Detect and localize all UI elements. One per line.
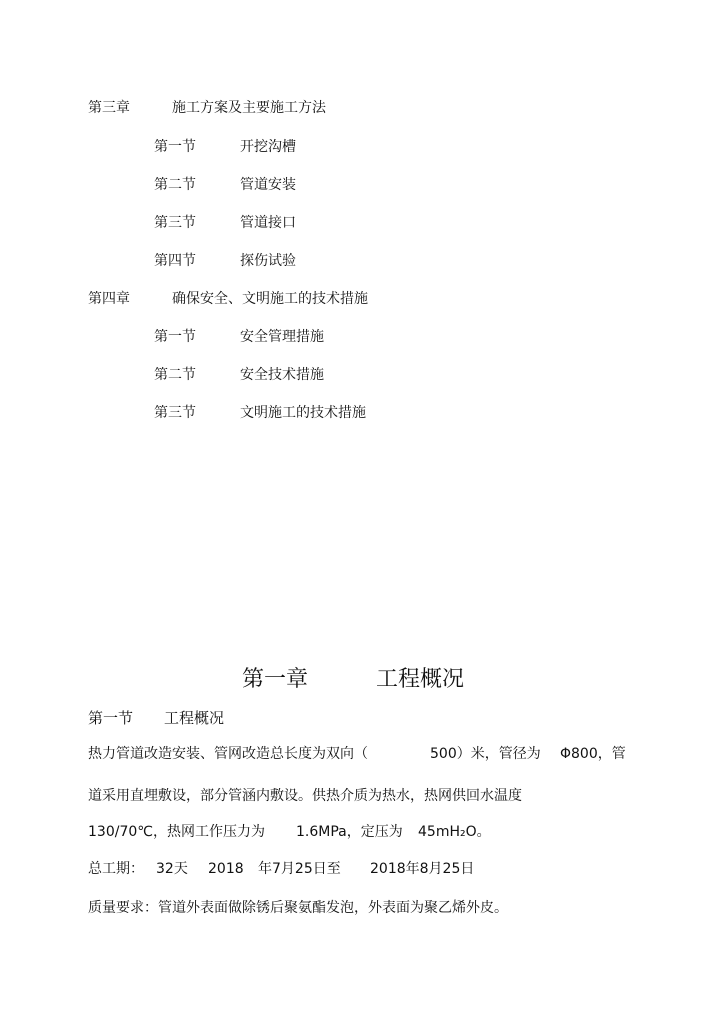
toc-section-number: 第一节 xyxy=(154,139,196,155)
section-number: 第一节 xyxy=(88,709,134,727)
body-line-3 xyxy=(88,822,648,842)
toc-section-3-4 xyxy=(154,252,414,270)
toc-section-3-1 xyxy=(154,138,414,156)
body-text: 总工期： xyxy=(88,861,144,877)
chapter-title: 工程概况 xyxy=(376,667,465,692)
body-line-4 xyxy=(88,859,648,879)
toc-chapter-number: 第四章 xyxy=(88,291,130,307)
body-text: 1.6MPa，定压为 xyxy=(296,824,403,840)
toc-section-number: 第三节 xyxy=(154,405,196,421)
toc-section-title: 安全技术措施 xyxy=(240,367,324,383)
toc-section-4-3 xyxy=(154,404,414,422)
toc-section-number: 第一节 xyxy=(154,329,196,345)
toc-section-number: 第三节 xyxy=(154,215,196,231)
toc-section-title: 管道接口 xyxy=(240,215,296,231)
section-heading xyxy=(88,708,388,728)
toc-section-number: 第四节 xyxy=(154,253,196,269)
body-text: 130/70℃，热网工作压力为 xyxy=(88,824,265,840)
toc-section-title: 文明施工的技术措施 xyxy=(240,405,366,421)
toc-section-title: 探伤试验 xyxy=(240,253,296,269)
body-text: 45mH₂O。 xyxy=(418,824,491,840)
toc-section-4-1 xyxy=(154,328,414,346)
body-line-5: 质量要求：管道外表面做除锈后聚氨酯发泡，外表面为聚乙烯外皮。 xyxy=(88,900,508,916)
toc-section-4-2 xyxy=(154,366,414,384)
body-text: 热力管道改造安装、管网改造总长度为双向（ xyxy=(88,746,368,762)
toc-chapter-3 xyxy=(88,99,448,117)
body-text: 2018 xyxy=(208,861,244,877)
toc-section-title: 安全管理措施 xyxy=(240,329,324,345)
toc-section-title: 管道安装 xyxy=(240,177,296,193)
toc-section-number: 第二节 xyxy=(154,367,196,383)
chapter-number: 第一章 xyxy=(242,667,309,692)
toc-chapter-title: 确保安全、文明施工的技术措施 xyxy=(172,291,368,307)
toc-chapter-number: 第三章 xyxy=(88,100,130,116)
chapter-heading xyxy=(0,665,724,695)
toc-section-3-2 xyxy=(154,176,414,194)
toc-chapter-title: 施工方案及主要施工方法 xyxy=(172,100,326,116)
body-text: 32天 xyxy=(156,861,188,877)
body-text: 年7月25日至 xyxy=(258,861,341,877)
body-line-2: 道采用直埋敷设，部分管涵内敷设。供热介质为热水，热网供回水温度 xyxy=(88,788,522,804)
toc-section-number: 第二节 xyxy=(154,177,196,193)
body-text: 2018年8月25日 xyxy=(370,861,475,877)
toc-chapter-4 xyxy=(88,290,448,308)
body-text: 500）米，管径为 xyxy=(430,746,541,762)
section-title: 工程概况 xyxy=(164,709,225,727)
toc-section-title: 开挖沟槽 xyxy=(240,139,296,155)
body-line-1 xyxy=(88,744,648,764)
body-text: Φ800，管 xyxy=(560,746,626,762)
toc-section-3-3 xyxy=(154,214,414,232)
